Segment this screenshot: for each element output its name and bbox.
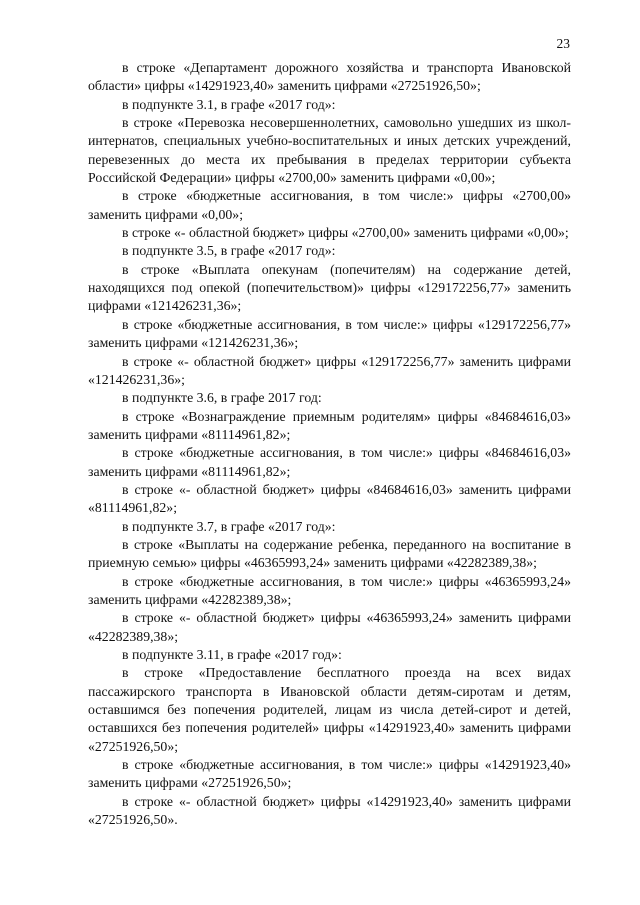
paragraph: в подпункте 3.7, в графе «2017 год»: [122,518,336,534]
paragraph: в строке «Вознаграждение приемным родителям» цифры «84684616,03» заменить цифрами «81114961,82»; [88,408,571,442]
paragraph: в строке «- областной бюджет» цифры «129172256,77» заменить цифрами «121426231,36»; [88,353,571,387]
page-number: 23 [556,36,570,51]
paragraph: в строке «Выплаты на содержание ребенка, переданного на воспитание в приемную семью» цифры «46365993,24» заменить цифрами «42282389,38»; [88,536,571,571]
paragraph: в подпункте 3.1, в графе «2017 год»: [122,96,336,112]
paragraph: в строке «Перевозка несовершеннолетних, самовольно ушедших из школ-интернатов, специальных учебно-воспитательных и иных детских учреждений, перевезенных до места их пребывания в пределах территории субъекта Российской Федерации» цифры «2700,00» заменить цифрами «0,00»; [88,115,571,186]
paragraph: в строке «Выплата опекунам (попечителям) на содержание детей, находящихся под опекой (попечительством)» цифры «129172256,77» заменить цифрами «121426231,36»; [88,261,571,314]
paragraph: в подпункте 3.6, в графе 2017 год: [122,390,322,406]
paragraph: в строке «бюджетные ассигнования, в том числе:» цифры «129172256,77» заменить цифрами «121426231,36»; [88,316,571,351]
paragraph: в строке «- областной бюджет» цифры «84684616,03» заменить цифрами «81114961,82»; [88,481,571,516]
paragraph: в строке «бюджетные ассигнования, в том числе:» цифры «14291923,40» заменить цифрами «27251926,50»; [88,757,571,791]
paragraph: в строке «- областной бюджет» цифры «46365993,24» заменить цифрами «42282389,38»; [88,610,571,644]
paragraph: в строке «Департамент дорожного хозяйства и транспорта Ивановской области» цифры «14291923,40» заменить цифрами «27251926,50»; [88,60,571,94]
paragraph: в подпункте 3.11, в графе «2017 год»: [122,647,342,662]
paragraph: в строке «- областной бюджет» цифры «2700,00» заменить цифрами «0,00»; [122,225,569,241]
paragraph: в строке «бюджетные ассигнования, в том числе:» цифры «84684616,03» заменить цифрами «81114961,82»; [88,445,571,479]
paragraph: в строке «Предоставление бесплатного проезда на всех видах пассажирского транспорта в Ивановской области детям-сиротам и детям, оставшимся без попечения родителей, лицам из числа детей-сирот и детей, оставшихся без попечения родителей» цифры «14291923,40» заменить цифрами «27251926,50»; [88,665,571,754]
paragraph: в строке «бюджетные ассигнования, в том числе:» цифры «46365993,24» заменить цифрами «42282389,38»; [88,573,571,607]
paragraph: в строке «- областной бюджет» цифры «14291923,40» заменить цифрами «27251926,50». [88,793,571,828]
document-body [88,59,571,829]
paragraph: в подпункте 3.5, в графе «2017 год»: [122,243,336,259]
paragraph: в строке «бюджетные ассигнования, в том числе:» цифры «2700,00» заменить цифрами «0,00»; [88,188,571,222]
